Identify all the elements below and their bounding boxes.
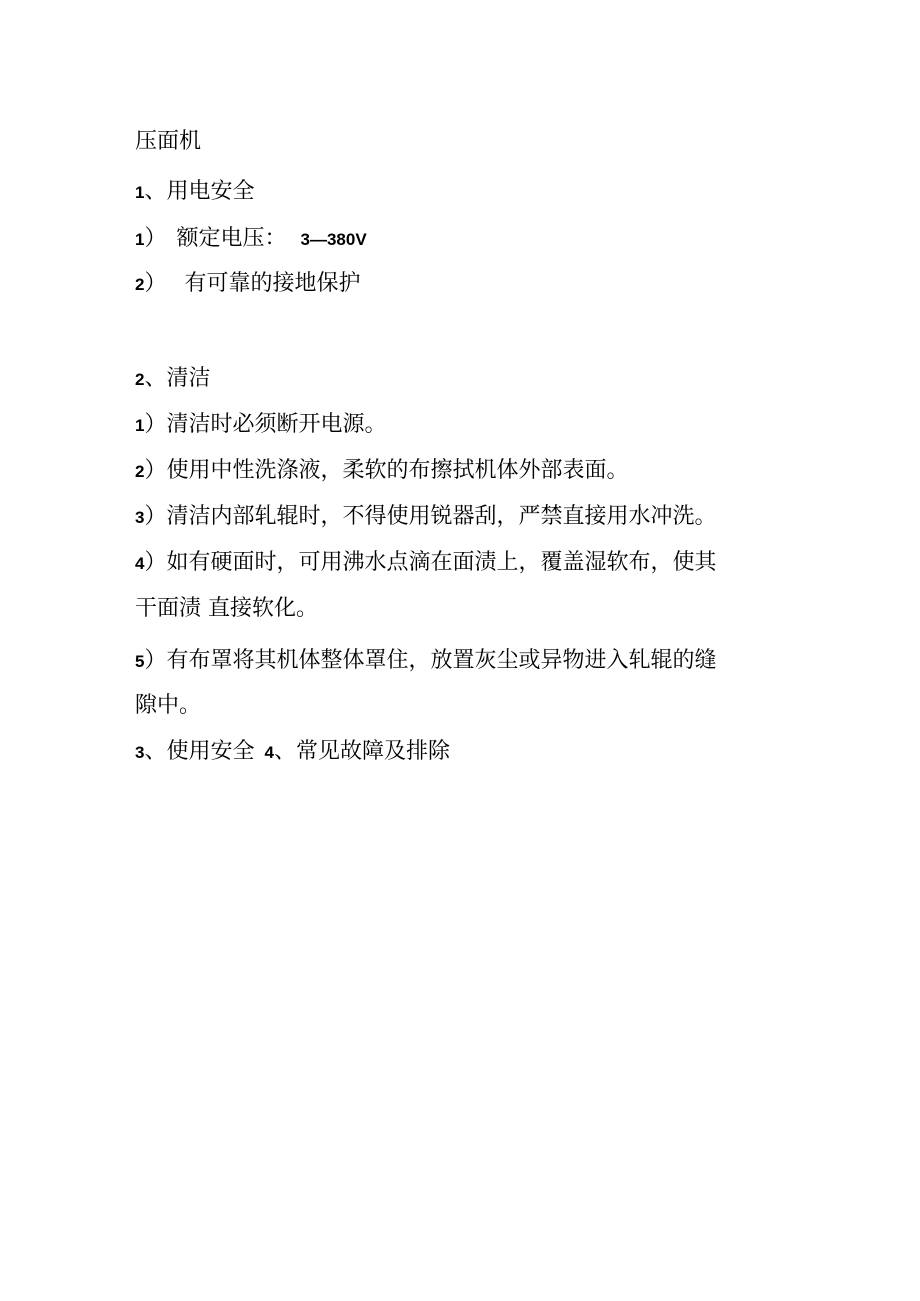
item-number: 1 bbox=[135, 416, 145, 435]
section-number: 4 bbox=[264, 743, 274, 762]
item-text: ）有布罩将其机体整体罩住，放置灰尘或异物进入轧辊的缝 bbox=[144, 648, 717, 673]
item-number: 4 bbox=[135, 554, 145, 573]
section-title: 、清洁 bbox=[144, 366, 211, 391]
item-text: ）清洁内部轧辊时，不得使用锐器刮，严禁直接用水冲洗。 bbox=[144, 504, 717, 529]
item-text: ）清洁时必须断开电源。 bbox=[144, 412, 387, 437]
section-2-item-1 bbox=[135, 411, 386, 440]
document-title: 压面机 bbox=[135, 129, 202, 154]
item-number: 2 bbox=[135, 275, 145, 294]
section-number: 1 bbox=[135, 183, 145, 202]
item-number: 5 bbox=[135, 652, 145, 671]
section-2-heading bbox=[135, 365, 210, 394]
section-number: 3 bbox=[135, 743, 145, 762]
item-number: 1 bbox=[135, 230, 145, 249]
item-number: 3 bbox=[135, 508, 145, 527]
item-paren: ） bbox=[144, 226, 167, 251]
item-text: 有可靠的接地保护 bbox=[184, 271, 361, 296]
section-2-item-5 bbox=[135, 647, 716, 676]
section-2-item-4-continuation: 干面渍 直接软化。 bbox=[135, 596, 318, 621]
section-1-item-1 bbox=[135, 225, 367, 254]
section-2-item-5-continuation: 隙中。 bbox=[135, 693, 202, 718]
section-2-item-3 bbox=[135, 503, 716, 532]
item-text: ）如有硬面时，可用沸水点滴在面渍上，覆盖湿软布，使其 bbox=[144, 550, 717, 575]
section-1-item-2 bbox=[135, 270, 361, 299]
item-text: ）使用中性洗涤液，柔软的布擦拭机体外部表面。 bbox=[144, 458, 629, 483]
section-title: 、用电安全 bbox=[144, 179, 255, 204]
section-1-heading bbox=[135, 178, 254, 207]
rated-voltage-value: 3—380V bbox=[300, 230, 367, 249]
section-3-title: 、使用安全 bbox=[144, 739, 255, 764]
section-number: 2 bbox=[135, 370, 145, 389]
item-number: 2 bbox=[135, 462, 145, 481]
section-2-item-2 bbox=[135, 457, 628, 486]
item-text: 额定电压： bbox=[176, 226, 287, 251]
sections-3-4-line bbox=[135, 738, 450, 767]
section-2-item-4 bbox=[135, 549, 716, 578]
item-paren: ） bbox=[144, 271, 167, 296]
section-4-title: 、常见故障及排除 bbox=[273, 739, 450, 764]
